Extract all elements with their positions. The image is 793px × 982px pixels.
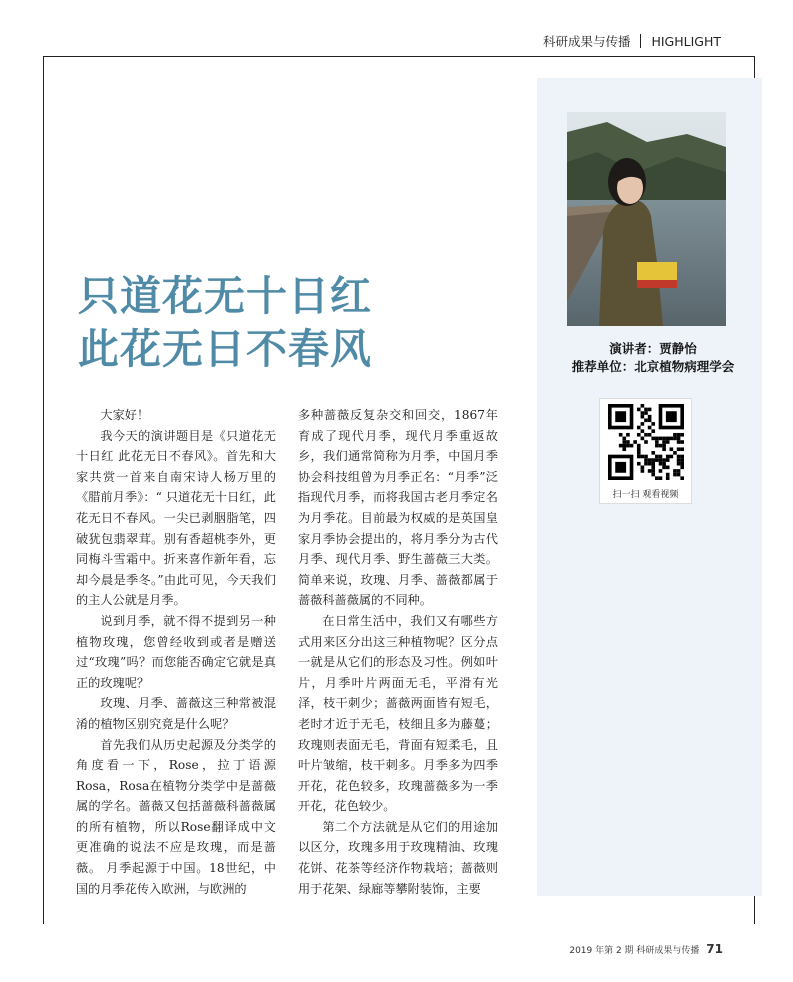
paragraph: 在日常生活中，我们又有哪些方式用来区分出这三种植物呢？区分点一就是从它们的形态及习性。例如叶片，月季叶片两面无毛，平滑有光泽，枝干刺少；蔷薇两面皆有短毛，老时才近于无毛，枝细且多为藤蔓；玫瑰则表面无毛，背面有短柔毛，且叶片皱缩，枝干刺多。月季多为四季开花，花色较多，玫瑰蔷薇多为一季开花，花色较少。 [298,613,498,814]
body-column-1 [76,405,276,899]
paragraph: 第二个方法就是从它们的用途加以区分，玫瑰多用于玫瑰精油、玫瑰花饼、花茶等经济作物栽培；蔷薇则用于花架、绿廊等攀附装饰，主要 [298,819,498,896]
speaker-caption [548,340,758,376]
speaker-line: 演讲者：贾静怡 [609,341,697,356]
paragraph: 说到月季，就不得不提到另一种植物玫瑰，您曾经收到或者是赠送过“玫瑰”吗？而您能否确定它就是真正的玫瑰呢？ [76,613,276,690]
unit-line: 推荐单位：北京植物病理学会 [571,359,735,374]
title-line-1: 只道花无十日红 [78,272,372,320]
paragraph: 大家好！ [100,408,150,422]
paragraph: 多种蔷薇反复杂交和回交，1867年育成了现代月季，现代月季重返故乡，我们通常简称为月季，中国月季协会科技组曾为月季正名：“月季”泛指现代月季，而将我国古老月季定名为月季花。目前最为权威的是英国皇家月季协会提出的，将月季分为古代月季、现代月季、野生蔷薇三大类。简单来说，玫瑰、月季、蔷薇都属于蔷薇科蔷薇属的不同种。 [298,408,498,608]
qr-label: 扫一扫 观看视频 [612,490,679,500]
running-header [543,32,721,50]
body-column-2 [298,405,498,899]
header-divider [640,34,641,48]
article-title [78,270,372,376]
qr-block[interactable] [599,398,692,504]
section-name: 科研成果与传播 [542,34,631,49]
paragraph: 首先我们从历史起源及分类学的角度看一下，Rose，拉丁语源Rosa，Rosa在植物分类学中是蔷薇属的学名。蔷薇又包括蔷薇科蔷薇属的所有植物，所以Rose翻译成中文更准确的说法不应是玫瑰，而是蔷薇。 月季起源于中国。18世纪，中国的月季花传入欧洲，与欧洲的 [76,737,276,896]
paragraph: 玫瑰、月季、蔷薇这三种常被混淆的植物区别究竟是什么呢？ [76,696,276,731]
page-number: 71 [706,942,723,956]
page-footer [569,942,723,956]
qr-code[interactable] [608,404,684,480]
speaker-photo [567,112,726,326]
title-line-2: 此花无日不春风 [78,325,372,373]
paragraph: 我今天的演讲题目是《只道花无十日红 此花无日不春风》。首先和大家共赏一首来自南宋诗人杨万里的《腊前月季》：“ 只道花无十日红，此花无日不春风。一尖已剥胭脂笔，四破犹包翡翠茸。别有香超桃李外，更同梅斗雪霜中。折来喜作新年看，忘却今晨是季冬。”由此可见，今天我们的主人公就是月季。 [76,428,276,608]
issue-info: 2019 年第 2 期 科研成果与传播 [569,946,700,956]
highlight-label: HIGHLIGHT [651,33,721,49]
